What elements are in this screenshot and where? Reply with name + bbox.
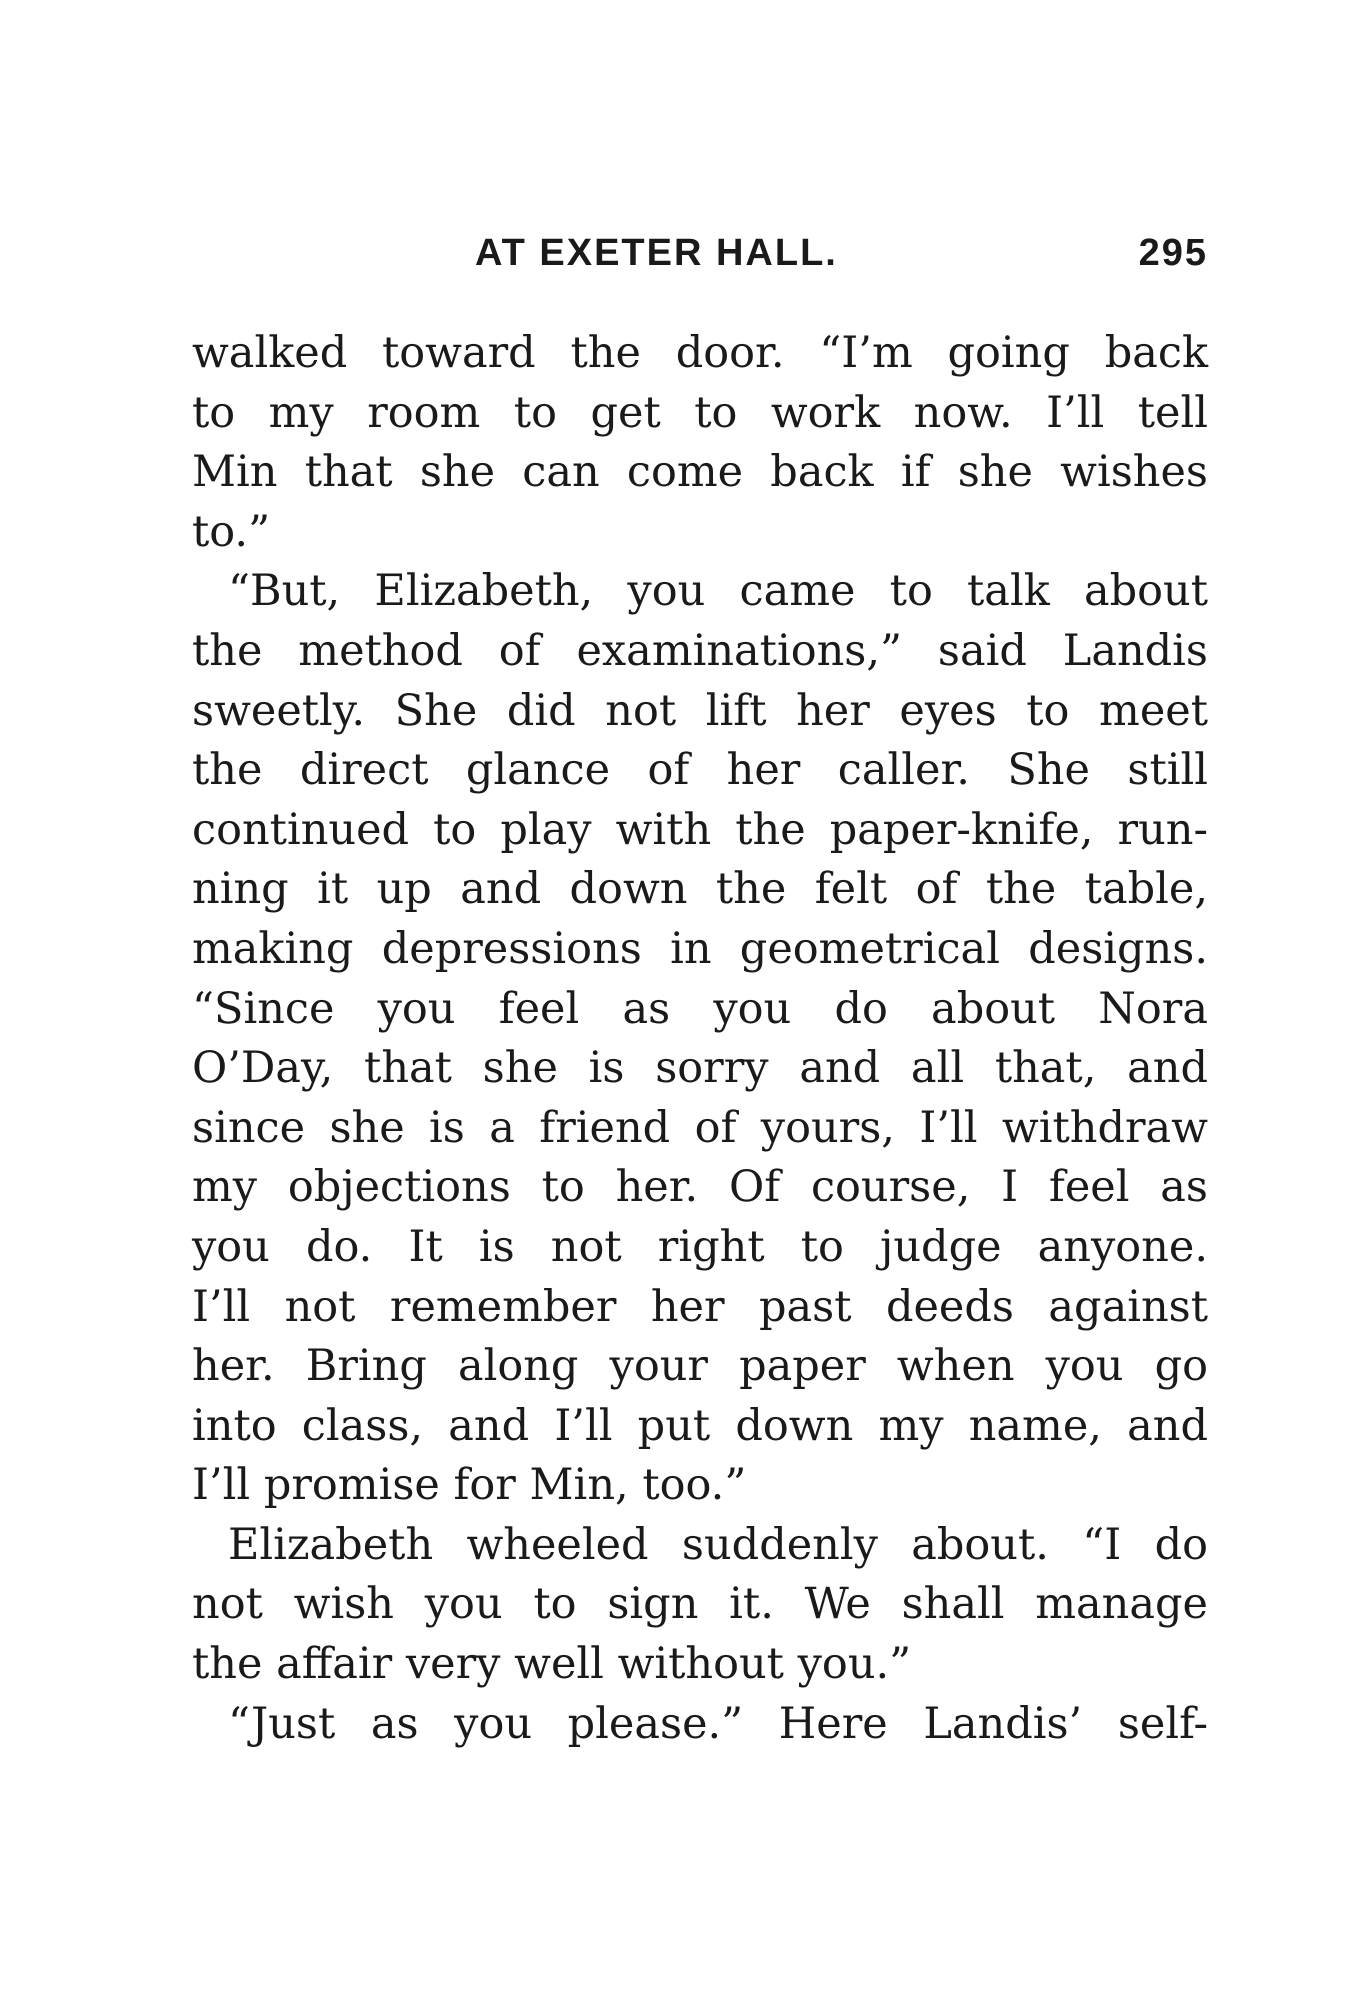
text-line: not wish you to sign it. We shall manage (192, 1579, 1208, 1630)
text-line: her. Bring along your paper when you go (192, 1341, 1208, 1392)
text-line: making depressions in geometrical designs. (192, 923, 1208, 974)
text-line: my objections to her. Of course, I feel as (192, 1162, 1208, 1213)
text-line: ning it up and down the felt of the table, (192, 864, 1208, 915)
text-line: walked toward the door. “I’m going back (192, 328, 1208, 378)
text-line: Elizabeth wheeled suddenly about. “I do (228, 1519, 1208, 1570)
text-line: the direct glance of her caller. She still (192, 745, 1208, 796)
text-line: the affair very well without you.” (192, 1639, 912, 1690)
text-line: continued to play with the paper-knife, run- (192, 804, 1208, 855)
text-line: to.” (192, 506, 271, 557)
text-line: “Just as you please.” Here Landis’ self- (228, 1698, 1208, 1749)
text-line: since she is a friend of yours, I’ll withdraw (192, 1102, 1208, 1153)
text-line: to my room to get to work now. I’ll tell (192, 387, 1208, 438)
text-line: “But, Elizabeth, you came to talk about (228, 566, 1208, 617)
text-line: sweetly. She did not lift her eyes to meet (192, 685, 1208, 736)
text-line: you do. It is not right to judge anyone. (192, 1221, 1208, 1272)
text-line: I’ll promise for Min, too.” (192, 1460, 747, 1511)
text-line: Min that she can come back if she wishes (192, 447, 1208, 498)
text-line: the method of examinations,” said Landis (192, 625, 1208, 676)
text-line: I’ll not remember her past deeds against (192, 1281, 1208, 1332)
page-number: 295 (1138, 232, 1208, 274)
text-line: “Since you feel as you do about Nora (192, 983, 1208, 1034)
running-header (190, 232, 1208, 292)
text-line: into class, and I’ll put down my name, and (192, 1400, 1208, 1451)
running-title: AT EXETER HALL. (475, 232, 838, 274)
body-text (192, 324, 1208, 1754)
text-line: O’Day, that she is sorry and all that, and (192, 1043, 1208, 1094)
